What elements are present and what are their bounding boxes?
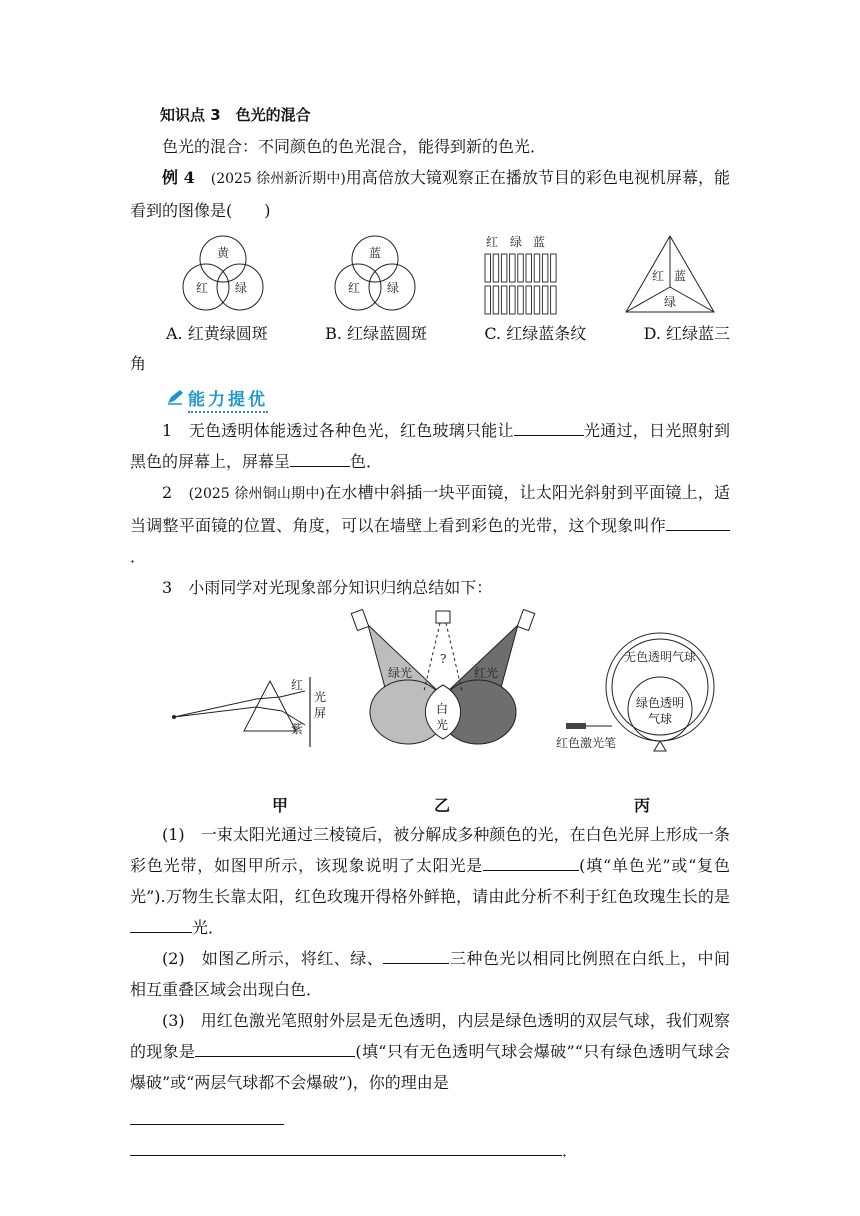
stripe-bar bbox=[501, 254, 507, 282]
example-label: 例 4 bbox=[162, 168, 195, 187]
q2-blank[interactable] bbox=[666, 512, 730, 531]
q3-1-text-1: 一束太阳光通过三棱镜后，被分解成多种颜色的光，在白色光屏上形成一条彩色光带，如图甲所示，该现象说明了太阳光是 bbox=[130, 825, 730, 875]
yi-label-question: ? bbox=[440, 652, 447, 666]
yi-label-red: 红光 bbox=[474, 666, 499, 680]
figure-jia-prism bbox=[170, 677, 330, 767]
question-3-intro bbox=[130, 572, 730, 603]
fig-c-head-2: 绿 bbox=[510, 235, 523, 249]
q3-intro-text: 小雨同学对光现象部分知识归纳总结如下： bbox=[188, 578, 493, 597]
jia-label-violet: 紫 bbox=[291, 722, 304, 736]
q1-text-2: 光通过，日光照射到黑色的屏幕上，屏幕呈 bbox=[130, 421, 730, 471]
q3-3-text-2: (填“只有无色透明气球会爆破”“只有绿色透明气球会爆破”或“两层气球都不会爆破”)，你的理由是 bbox=[130, 1042, 730, 1092]
option-b[interactable]: B. 红绿蓝圆斑 bbox=[325, 324, 428, 343]
q3-3-blank-2[interactable] bbox=[130, 1106, 284, 1125]
q3-2-text-2: 三种色光以相同比例照在白纸上，中间相互重叠区域会出现白色． bbox=[130, 949, 730, 999]
stripe-bar bbox=[551, 254, 557, 282]
fig-d-label-right: 蓝 bbox=[674, 269, 687, 283]
question-3-1 bbox=[130, 819, 730, 943]
figure-a-circles bbox=[178, 232, 268, 318]
q3-3-blank-1[interactable] bbox=[195, 1038, 355, 1057]
q3-1-text-3: 光． bbox=[192, 918, 225, 937]
example-source: (2025 徐州新沂期中) bbox=[210, 171, 346, 187]
q3-2-blank[interactable] bbox=[383, 945, 449, 964]
stripe-bar bbox=[526, 254, 532, 282]
stripe-bar bbox=[518, 286, 524, 314]
fig-c-head-1: 红 bbox=[486, 235, 499, 249]
fig-b-label-left: 红 bbox=[348, 281, 361, 295]
option-c[interactable]: C. 红绿蓝条纹 bbox=[484, 324, 587, 343]
fig-b-label-right: 绿 bbox=[387, 281, 400, 295]
q3-3-label: (3) bbox=[162, 1011, 185, 1030]
stripe-bar bbox=[534, 286, 540, 314]
fig-c-head-3: 蓝 bbox=[533, 235, 546, 249]
q3-3-answer-line-1 bbox=[130, 1104, 730, 1135]
q1-text-1: 无色透明体能透过各种色光，红色玻璃只能让 bbox=[188, 421, 514, 440]
q3-3-answer-line-2 bbox=[130, 1135, 730, 1166]
stripe-bar bbox=[485, 254, 491, 282]
yi-label-green: 绿光 bbox=[388, 666, 413, 680]
bing-label-inner: 绿色透明气球 bbox=[636, 696, 685, 726]
caption-bing: 丙 bbox=[634, 796, 651, 815]
q3-1-blank-1[interactable] bbox=[483, 852, 579, 871]
stripe-bar bbox=[518, 254, 524, 282]
stripe-bar bbox=[493, 254, 499, 282]
q1-text-3: 色． bbox=[350, 452, 383, 471]
question-1 bbox=[130, 415, 730, 477]
bing-label-laser: 红色激光笔 bbox=[556, 736, 617, 750]
jia-label-screen: 光屏 bbox=[314, 690, 327, 720]
stripe-bar bbox=[501, 286, 507, 314]
figure-c-stripes bbox=[482, 232, 562, 318]
q3-3-text-1: 用红色激光笔照射外层是无色透明，内层是绿色透明的双层气球，我们观察的现象是 bbox=[130, 1011, 730, 1061]
knowledge-point-definition: 色光的混合：不同颜色的色光混合，能得到新的色光． bbox=[162, 137, 547, 156]
question-3-figures bbox=[130, 607, 730, 815]
figure-b-circles bbox=[330, 232, 420, 318]
fig-d-label-left: 红 bbox=[652, 269, 665, 283]
q3-3-end: ． bbox=[562, 1141, 579, 1160]
q2-source: (2025 徐州铜山期中) bbox=[188, 486, 325, 502]
worksheet-page bbox=[130, 100, 730, 1166]
q2-text-2: ． bbox=[130, 547, 147, 566]
figure-d-triangle bbox=[622, 232, 718, 318]
stripe-bar bbox=[526, 286, 532, 314]
example-options bbox=[130, 320, 730, 348]
fig-a-label-top: 黄 bbox=[217, 246, 230, 260]
question-2 bbox=[130, 477, 730, 572]
section-header bbox=[166, 385, 730, 409]
option-d-wrap: 角 bbox=[130, 354, 147, 373]
q2-number: 2 bbox=[162, 483, 173, 502]
q3-2-text-1: 如图乙所示，将红、绿、 bbox=[201, 949, 384, 968]
jia-label-red: 红 bbox=[291, 678, 304, 692]
fig-a-label-left: 红 bbox=[196, 281, 209, 295]
q3-1-blank-2[interactable] bbox=[130, 914, 192, 933]
q1-blank-1[interactable] bbox=[514, 417, 584, 436]
option-d[interactable]: D. 红绿蓝三 bbox=[643, 324, 730, 343]
caption-yi: 乙 bbox=[434, 796, 451, 815]
q3-1-text-2: (填“单色光”或“复色光”).万物生长靠太阳，红色玫瑰开得格外鲜艳，请由此分析不利于红色玫瑰生长的是 bbox=[130, 856, 730, 906]
stripe-bar bbox=[542, 254, 548, 282]
figure-yi-color-mixing bbox=[348, 607, 538, 793]
option-a[interactable]: A. 红黄绿圆斑 bbox=[166, 324, 268, 343]
fig-a-label-right: 绿 bbox=[235, 281, 248, 295]
q1-number: 1 bbox=[162, 421, 173, 440]
knowledge-point-title: 知识点 3 色光的混合 bbox=[160, 106, 311, 124]
q3-2-label: (2) bbox=[162, 949, 185, 968]
fig-b-label-top: 蓝 bbox=[369, 246, 382, 260]
q3-number: 3 bbox=[162, 578, 173, 597]
section-title: 能力提优 bbox=[188, 385, 268, 413]
example-question: 用高倍放大镜观察正在播放节目的彩色电视机屏幕，能看到的图像是( ) bbox=[130, 168, 730, 220]
q3-3-blank-3[interactable] bbox=[130, 1137, 562, 1156]
q2-text-1: 在水槽中斜插一块平面镜，让太阳光斜射到平面镜上，适当调整平面镜的位置、角度，可以在墙壁上看到彩色的光带，这个现象叫作 bbox=[130, 483, 730, 535]
question-3-2 bbox=[130, 943, 730, 1005]
example-figures bbox=[130, 232, 730, 318]
stripe-bar bbox=[510, 254, 515, 282]
stripe-bar bbox=[485, 286, 491, 314]
q3-1-label: (1) bbox=[162, 825, 185, 844]
stripe-bar bbox=[542, 286, 548, 314]
bing-label-outer: 无色透明气球 bbox=[624, 650, 697, 664]
yi-label-white: 白光 bbox=[436, 702, 449, 732]
stripe-bar bbox=[551, 286, 557, 314]
stripe-bar bbox=[534, 254, 540, 282]
stripe-bar bbox=[510, 286, 515, 314]
stripe-bar bbox=[493, 286, 499, 314]
pencil-icon bbox=[166, 389, 184, 405]
example-4 bbox=[130, 162, 730, 226]
caption-jia: 甲 bbox=[272, 796, 289, 815]
question-3-3 bbox=[130, 1005, 730, 1098]
fig-d-label-bottom: 绿 bbox=[664, 295, 677, 309]
q1-blank-2[interactable] bbox=[290, 448, 350, 467]
